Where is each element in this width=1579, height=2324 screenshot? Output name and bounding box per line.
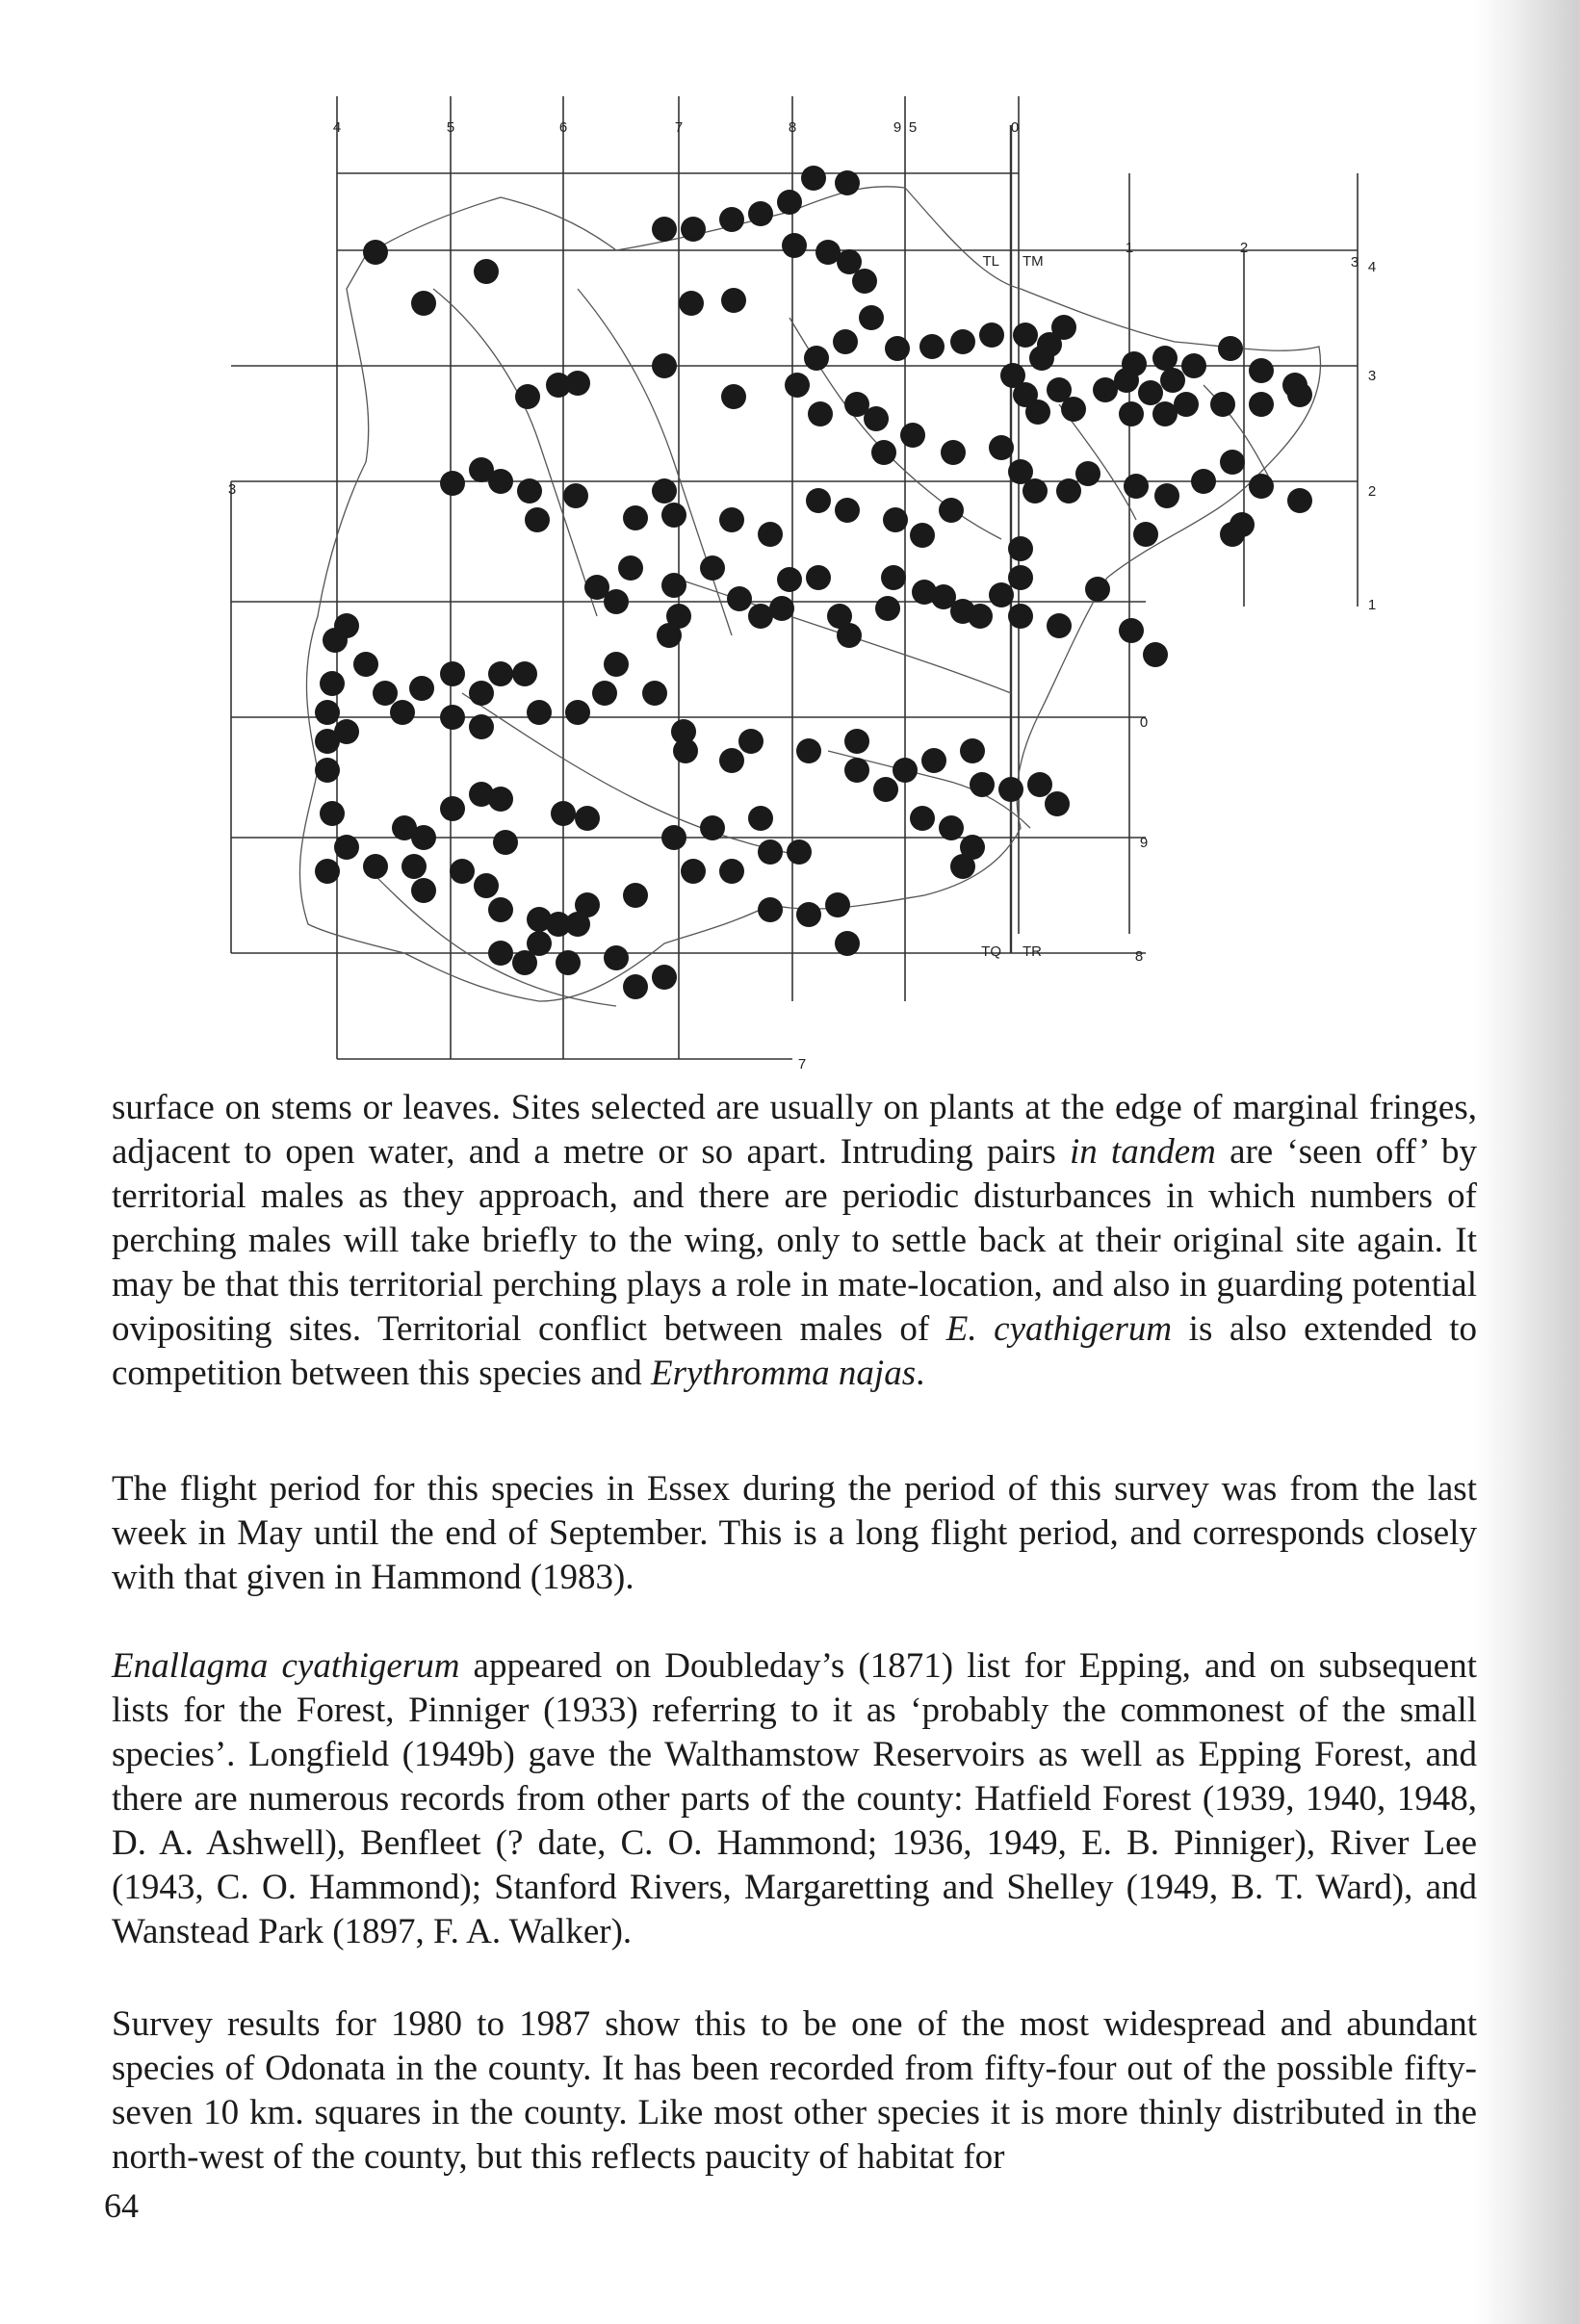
record-dot <box>527 700 552 725</box>
record-dot <box>968 604 993 629</box>
record-dot <box>1061 397 1086 422</box>
record-dot <box>960 835 985 860</box>
record-dot <box>939 498 964 523</box>
record-dot <box>623 505 648 530</box>
record-dot <box>1160 368 1185 393</box>
record-dot <box>939 815 964 840</box>
record-dot <box>517 478 542 504</box>
record-dot <box>681 217 706 242</box>
record-dot <box>493 830 518 855</box>
record-dot <box>315 758 340 783</box>
record-dot <box>1249 358 1274 383</box>
record-dot <box>883 507 908 532</box>
record-dot <box>1133 522 1158 547</box>
record-dot <box>1287 382 1312 407</box>
record-dot <box>1218 336 1243 361</box>
record-dot <box>623 974 648 999</box>
record-dots <box>315 166 1312 999</box>
lower-grid-label: 8 <box>1134 948 1144 965</box>
record-dot <box>409 676 434 701</box>
record-dot <box>881 565 906 590</box>
record-dot <box>989 582 1014 607</box>
record-dot <box>758 522 783 547</box>
bottom-grid-label: 7 <box>797 1056 807 1072</box>
record-dot <box>488 897 513 922</box>
grid-letters-tl: TL <box>982 253 999 270</box>
record-dot <box>777 190 802 215</box>
record-dot <box>1249 474 1274 499</box>
record-dot <box>575 806 600 831</box>
right-grid-label: 4 <box>1367 259 1377 275</box>
top-grid-label: 7 <box>674 119 684 136</box>
record-dot <box>910 806 935 831</box>
record-dot <box>719 748 744 773</box>
top-grid-label: 4 <box>332 119 342 136</box>
record-dot <box>661 573 686 598</box>
record-dot <box>1249 392 1274 417</box>
record-dot <box>1022 478 1048 504</box>
record-dot <box>1210 392 1235 417</box>
record-dot <box>488 941 513 966</box>
record-dot <box>1051 315 1076 340</box>
text-run: Survey results for 1980 to 1987 show this to be one of the most widespread and abundant species of Odonata in the county. It has been recorded from fifty-four out of the possible fifty-seven 10 km. squares in the county. Like most other species it is more thinly distributed in the north-west of the county, but this reflects paucity of habitat for <box>112 2004 1477 2177</box>
record-dot <box>411 291 436 316</box>
record-dot <box>450 859 475 884</box>
record-dot <box>796 902 821 927</box>
grid-letters-tr: TR <box>1022 943 1042 960</box>
record-dot <box>769 596 794 621</box>
record-dot <box>488 469 513 494</box>
record-dot <box>893 758 918 783</box>
record-dot <box>512 661 537 686</box>
record-dot <box>900 423 925 448</box>
record-dot <box>440 661 465 686</box>
record-dot <box>1008 565 1033 590</box>
record-dot <box>1085 577 1110 602</box>
record-dot <box>721 384 746 409</box>
record-dot <box>835 931 860 956</box>
record-dot <box>469 714 494 739</box>
record-dot <box>748 201 773 226</box>
record-dot <box>488 787 513 812</box>
top-grid-label: 6 <box>558 119 568 136</box>
record-dot <box>837 623 862 648</box>
record-dot <box>604 945 629 970</box>
record-dot <box>1008 536 1033 561</box>
record-dot <box>661 503 686 528</box>
record-dot <box>804 346 829 371</box>
record-dot <box>681 859 706 884</box>
record-dot <box>657 623 682 648</box>
record-dot <box>390 700 415 725</box>
top-grid-label: 5 <box>908 119 918 136</box>
lower-grid-label: 0 <box>1139 714 1149 731</box>
mid-grid-label: 2 <box>1239 240 1249 256</box>
record-dot <box>512 950 537 975</box>
record-dot <box>474 873 499 898</box>
record-dot <box>320 671 345 696</box>
record-dot <box>700 555 725 581</box>
record-dot <box>604 589 629 614</box>
record-dot <box>833 329 858 354</box>
record-dot <box>515 384 540 409</box>
record-dot <box>401 854 427 879</box>
record-dot <box>989 435 1014 460</box>
record-dot <box>469 681 494 706</box>
record-dot <box>661 825 686 850</box>
record-dot <box>411 825 436 850</box>
record-dot <box>758 897 783 922</box>
record-dot <box>835 170 860 195</box>
record-dot <box>700 815 725 840</box>
mid-grid-label: 1 <box>1125 240 1134 256</box>
record-dot <box>979 323 1004 348</box>
record-dot <box>592 681 617 706</box>
page-number: 64 <box>104 2186 139 2225</box>
river-line <box>433 289 597 616</box>
text-run: in tandem <box>1069 1132 1216 1172</box>
paragraph-3 <box>112 1644 1477 1954</box>
record-dot <box>373 681 398 706</box>
top-grid-label: 5 <box>446 119 455 136</box>
record-dot <box>919 334 945 359</box>
record-dot <box>1287 488 1312 513</box>
record-dot <box>1143 642 1168 667</box>
record-dot <box>411 878 436 903</box>
top-grid-label: 0 <box>1010 119 1020 136</box>
record-dot <box>556 950 581 975</box>
text-run: appeared on Doubleday’s (1871) list for Epping, and on subsequent lists for the Forest, Pinniger (1933) referring to it as ‘probably the commonest of the small species’. Longfield (1949b) gave the Walthamstow Reservoirs as well as Epping Forest, and there are numerous records from other parts of the county: Hatfield Forest (1939, 1940, 1948, D. A. Ashwell), Benfleet (? date, C. O. Hammond; 1936, 1949, E. B. Pinniger), River Lee (1943, C. O. Hammond); Stanford Rivers, Margaretting and Shelley (1949, B. T. Ward), and Wanstead Park (1897, F. A. Walker). <box>112 1646 1477 1951</box>
record-dot <box>652 353 677 378</box>
text-run: Enallagma cyathigerum <box>112 1646 460 1686</box>
map-labels <box>228 119 1376 1072</box>
record-dot <box>1119 618 1144 643</box>
record-dot <box>864 406 889 431</box>
record-dot <box>563 483 588 508</box>
record-dot <box>652 217 677 242</box>
record-dot <box>1138 380 1163 405</box>
record-dot <box>623 883 648 908</box>
record-dot <box>1124 474 1149 499</box>
record-dot <box>825 892 850 917</box>
record-dot <box>910 523 935 548</box>
record-dot <box>1008 604 1033 629</box>
record-dot <box>748 806 773 831</box>
record-dot <box>525 507 550 532</box>
record-dot <box>875 596 900 621</box>
record-dot <box>1181 353 1206 378</box>
record-dot <box>440 471 465 496</box>
right-grid-label: 1 <box>1367 597 1377 613</box>
paragraph-4-text <box>112 2002 1477 2180</box>
record-dot <box>941 440 966 465</box>
record-dot <box>320 801 345 826</box>
record-dot <box>679 291 704 316</box>
paragraph-2-text <box>112 1467 1477 1600</box>
grid-letters-tm: TM <box>1022 253 1044 270</box>
record-dot <box>1174 392 1199 417</box>
record-dot <box>334 719 359 744</box>
record-dot <box>334 835 359 860</box>
record-dot <box>871 440 896 465</box>
record-dot <box>551 801 576 826</box>
record-dot <box>921 748 946 773</box>
record-dot <box>859 305 884 330</box>
record-dot <box>950 329 975 354</box>
text-run: E. cyathigerum <box>945 1309 1173 1349</box>
lower-grid-label: 9 <box>1139 835 1149 851</box>
record-dot <box>998 777 1023 802</box>
record-dot <box>353 652 378 677</box>
record-dot <box>1191 469 1216 494</box>
record-dot <box>334 613 359 638</box>
record-dot <box>1025 400 1050 425</box>
record-dot <box>440 705 465 730</box>
record-dot <box>363 240 388 265</box>
paragraph-2 <box>112 1467 1477 1600</box>
record-dot <box>474 259 499 284</box>
record-dot <box>787 839 812 865</box>
paragraph-1-text <box>112 1086 1477 1396</box>
record-dot <box>844 729 869 754</box>
record-dot <box>873 777 898 802</box>
record-dot <box>1220 450 1245 475</box>
record-dot <box>970 772 995 797</box>
record-dot <box>727 586 752 611</box>
left-grid-label: 3 <box>227 481 237 498</box>
record-dot <box>721 288 746 313</box>
grid-letters-tq: TQ <box>981 943 1001 960</box>
record-dot <box>1027 772 1052 797</box>
record-dot <box>1045 791 1070 816</box>
top-grid-label: 8 <box>788 119 797 136</box>
record-dot <box>604 652 629 677</box>
record-dot <box>673 738 698 763</box>
paragraph-3-text <box>112 1644 1477 1954</box>
text-run: The flight period for this species in Essex during the period of this survey was from the last week in May until the end of September. This is a long flight period, and corresponds closely with that given in Hammond (1983). <box>112 1469 1477 1597</box>
record-dot <box>806 488 831 513</box>
record-dot <box>738 729 764 754</box>
record-dot <box>782 233 807 258</box>
record-dot <box>1075 461 1100 486</box>
record-dot <box>844 758 869 783</box>
record-dot <box>363 854 388 879</box>
record-dot <box>315 859 340 884</box>
right-grid-label: 2 <box>1367 483 1377 500</box>
record-dot <box>852 269 877 294</box>
top-grid-label: 9 <box>893 119 902 136</box>
paragraph-1 <box>112 1086 1477 1396</box>
record-dot <box>719 859 744 884</box>
record-dot <box>1047 613 1072 638</box>
record-dot <box>777 567 802 592</box>
text-run: are ‘seen off’ by territorial males as they approach, and there are periodic disturbances in which numbers of perching males will take briefly to the wing, only to settle back at their original site again. It may be that this territorial perching plays a role in mate-location, and also in guarding potential ovipositing sites. Territorial conflict between males of <box>112 1132 1477 1349</box>
record-dot <box>565 371 590 396</box>
record-dot <box>652 478 677 504</box>
record-dot <box>652 965 677 990</box>
paragraph-4 <box>112 2002 1477 2180</box>
record-dot <box>575 892 600 917</box>
record-dot <box>1029 346 1054 371</box>
record-dot <box>885 336 910 361</box>
record-dot <box>719 207 744 232</box>
text-run: Erythromma najas <box>651 1354 917 1393</box>
record-dot <box>315 700 340 725</box>
text-run: surface on stems or leaves. Sites selected are usually on plants at the edge of marginal fringes, adjacent to open water, and a metre or so apart. Intruding pairs <box>112 1088 1477 1172</box>
distribution-map <box>0 0 1579 1088</box>
record-dot <box>796 738 821 763</box>
record-dot <box>758 839 783 865</box>
record-dot <box>618 555 643 581</box>
record-dot <box>440 796 465 821</box>
record-dot <box>565 700 590 725</box>
map-rivers <box>299 187 1320 1006</box>
record-dot <box>801 166 826 191</box>
record-dot <box>835 498 860 523</box>
record-dot <box>642 681 667 706</box>
record-dot <box>1152 346 1178 371</box>
record-dot <box>1154 483 1179 508</box>
record-dot <box>488 661 513 686</box>
right-grid-label: 3 <box>1367 368 1377 384</box>
record-dot <box>719 507 744 532</box>
record-dot <box>960 738 985 763</box>
record-dot <box>785 373 810 398</box>
text-run: . <box>916 1354 925 1393</box>
record-dot <box>1013 323 1038 348</box>
record-dot <box>1220 522 1245 547</box>
text-run: is also extended to competition between this species and <box>112 1309 1478 1393</box>
record-dot <box>806 565 831 590</box>
record-dot <box>1114 368 1139 393</box>
record-dot <box>1056 478 1081 504</box>
mid-grid-label: 3 <box>1350 254 1359 271</box>
record-dot <box>1119 401 1144 426</box>
record-dot <box>808 401 833 426</box>
